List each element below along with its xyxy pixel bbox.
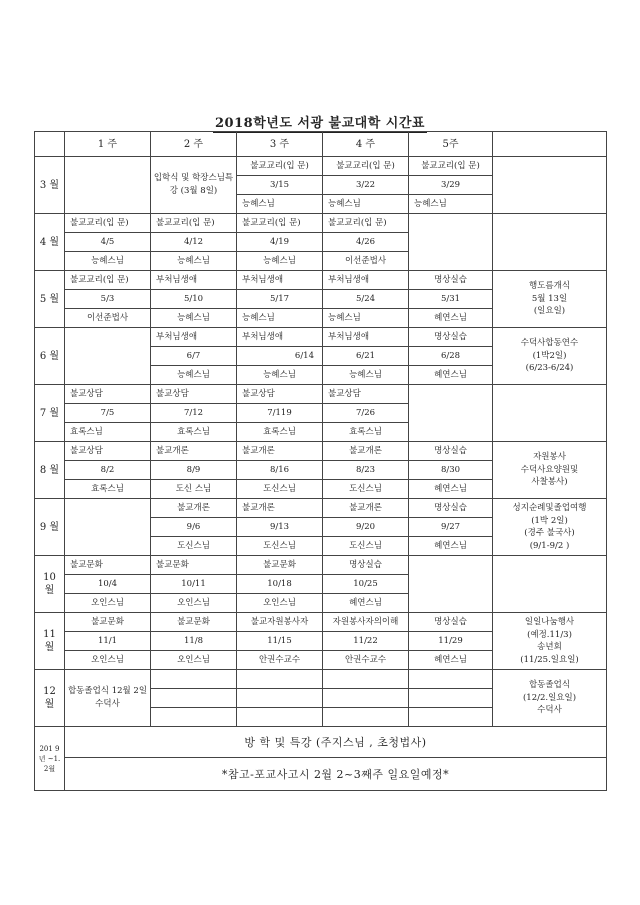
event-line: (일요일) [533, 306, 566, 317]
event-line: 자원봉사 [533, 452, 566, 463]
empty-cell [409, 708, 493, 727]
class-subject: 불교개론 [323, 442, 409, 461]
class-date: 10/11 [151, 575, 237, 594]
class-date: 11/15 [237, 632, 323, 651]
class-date: 8/23 [323, 461, 409, 480]
class-teacher: 효록스님 [323, 423, 409, 442]
month-label: 8 월 [35, 442, 65, 499]
title-text: 2018학년도 서광 불교대학 시간표 [215, 116, 425, 131]
class-subject: 불교문화 [65, 556, 151, 575]
event-line: (9/1-9/2 ) [529, 540, 570, 551]
class-date: 10/18 [237, 575, 323, 594]
class-teacher: 능혜스님 [323, 195, 409, 214]
class-date: 8/9 [151, 461, 237, 480]
class-teacher: 오인스님 [237, 594, 323, 613]
class-date: 11/1 [65, 632, 151, 651]
exam-note: *참고-포교사고시 2월 2~3째주 일요일예정* [65, 758, 607, 791]
class-teacher: 혜연스님 [323, 594, 409, 613]
month-label: 5 월 [35, 271, 65, 328]
event-line: 사찰봉사) [531, 477, 568, 488]
empty-cell [65, 157, 151, 214]
month-label: 4 월 [35, 214, 65, 271]
class-subject: 불교상담 [65, 385, 151, 404]
class-subject: 부처님생애 [151, 328, 237, 347]
class-subject: 명상실습 [323, 556, 409, 575]
class-date: 4/12 [151, 233, 237, 252]
class-teacher: 혜연스님 [409, 651, 493, 670]
event-cell [493, 214, 607, 271]
empty-cell [409, 670, 493, 689]
class-date: 7/5 [65, 404, 151, 423]
month-label: 9 월 [35, 499, 65, 556]
event-header [493, 132, 607, 157]
class-subject: 부처님생애 [237, 328, 323, 347]
event-line: 성지순례및졸업여행 [512, 503, 587, 513]
class-date: 5/17 [237, 290, 323, 309]
class-teacher: 혜연스님 [409, 537, 493, 556]
schedule-table [34, 131, 607, 791]
class-teacher: 능혜스님 [151, 366, 237, 385]
event-cell [493, 442, 607, 499]
empty-cell [237, 689, 323, 708]
event-cell [493, 385, 607, 442]
class-subject: 불교문화 [65, 613, 151, 632]
class-subject: 불교문화 [151, 613, 237, 632]
class-date: 5/10 [151, 290, 237, 309]
month-row-winter [35, 727, 607, 758]
month-row-march [35, 157, 607, 176]
class-date: 7/119 [237, 404, 323, 423]
month-row-july [35, 385, 607, 404]
class-teacher: 도신스님 [323, 537, 409, 556]
class-date: 7/12 [151, 404, 237, 423]
empty-cell [237, 670, 323, 689]
class-cell: 합동졸업식 12월 2일 수덕사 [65, 670, 151, 727]
class-date: 3/22 [323, 176, 409, 195]
class-date: 4/5 [65, 233, 151, 252]
class-date: 5/24 [323, 290, 409, 309]
class-subject: 불교교리(입 문) [323, 157, 409, 176]
event-line: (6/23-6/24) [525, 363, 574, 374]
class-subject: 부처님생애 [151, 271, 237, 290]
class-subject: 불교교리(입 문) [237, 157, 323, 176]
week-header: 4 주 [323, 132, 409, 157]
class-teacher: 능혜스님 [151, 309, 237, 328]
class-subject: 불교문화 [151, 556, 237, 575]
class-teacher: 오인스님 [65, 594, 151, 613]
class-subject: 부처님생애 [323, 271, 409, 290]
class-date: 11/22 [323, 632, 409, 651]
class-date: 6/21 [323, 347, 409, 366]
class-teacher: 능혜스님 [237, 195, 323, 214]
empty-cell [323, 708, 409, 727]
event-cell [493, 157, 607, 214]
event-cell [493, 499, 607, 556]
class-date: 6/28 [409, 347, 493, 366]
empty-cell [151, 689, 237, 708]
class-subject: 불교교리(입 문) [151, 214, 237, 233]
class-cell: 입학식 및 학장스님특강 (3월 8일) [151, 157, 237, 214]
class-teacher: 효록스님 [65, 423, 151, 442]
class-subject: 명상실습 [409, 271, 493, 290]
class-date: 5/3 [65, 290, 151, 309]
class-subject: 불교문화 [237, 556, 323, 575]
event-line: 행도름개식 [528, 281, 571, 292]
note-row [35, 758, 607, 791]
class-teacher: 혜연스님 [409, 309, 493, 328]
event-line: (1박2일) [532, 350, 567, 361]
empty-cell [65, 328, 151, 385]
class-teacher: 혜연스님 [409, 480, 493, 499]
class-subject: 명상실습 [409, 613, 493, 632]
event-line: (11/25.일요일) [520, 654, 579, 665]
class-teacher: 이선준법사 [65, 309, 151, 328]
week-header: 1 주 [65, 132, 151, 157]
month-row-december [35, 670, 607, 689]
event-cell [493, 613, 607, 670]
month-label: 3 월 [35, 157, 65, 214]
class-date: 5/31 [409, 290, 493, 309]
class-subject: 명상실습 [409, 328, 493, 347]
month-label: 7 월 [35, 385, 65, 442]
month-row-august [35, 442, 607, 461]
empty-cell [151, 708, 237, 727]
event-line: (예정.11/3) [527, 629, 572, 640]
month-label: 12 월 [35, 670, 65, 727]
class-subject: 불교자원봉사자 [237, 613, 323, 632]
class-date: 8/16 [237, 461, 323, 480]
event-cell [493, 556, 607, 613]
empty-cell [323, 689, 409, 708]
week-header: 2 주 [151, 132, 237, 157]
class-date: 11/8 [151, 632, 237, 651]
class-subject: 불교상담 [237, 385, 323, 404]
class-date: 11/29 [409, 632, 493, 651]
class-teacher: 도신스님 [151, 537, 237, 556]
class-subject: 불교교리(입 문) [409, 157, 493, 176]
event-line: (12/2.일요일) [522, 692, 577, 703]
class-teacher: 능혜스님 [237, 309, 323, 328]
event-line: 5월 13일 [531, 293, 568, 304]
class-date: 10/4 [65, 575, 151, 594]
empty-cell [409, 556, 493, 613]
month-label: 201 9년 ~1. 2월 [35, 727, 65, 791]
class-subject: 명상실습 [409, 499, 493, 518]
empty-cell [409, 385, 493, 442]
class-subject: 불교개론 [151, 442, 237, 461]
event-line: 수덕사 [537, 705, 562, 716]
class-teacher: 효록스님 [65, 480, 151, 499]
class-teacher: 능혜스님 [323, 366, 409, 385]
class-teacher: 능혜스님 [237, 366, 323, 385]
class-teacher: 효록스님 [151, 423, 237, 442]
class-subject: 자원봉사자의이해 [323, 613, 409, 632]
event-cell [493, 271, 607, 328]
class-date: 6/14 [237, 347, 323, 366]
class-date: 9/6 [151, 518, 237, 537]
winter-break-note: 방 학 및 특강 (주지스님 , 초청법사) [65, 727, 607, 758]
class-teacher: 오인스님 [151, 594, 237, 613]
event-line: 일일나눔행사 [524, 617, 575, 627]
class-subject: 불교교리(입 문) [65, 271, 151, 290]
event-cell [493, 670, 607, 727]
class-teacher: 도신 스님 [151, 480, 237, 499]
month-label: 6 월 [35, 328, 65, 385]
class-teacher: 도신스님 [237, 537, 323, 556]
month-row-september [35, 499, 607, 518]
week-header-row [35, 132, 607, 157]
class-date: 8/30 [409, 461, 493, 480]
class-subject: 명상실습 [409, 442, 493, 461]
class-subject: 불교교리(입 문) [323, 214, 409, 233]
class-subject: 불교개론 [237, 499, 323, 518]
class-subject: 불교교리(입 문) [65, 214, 151, 233]
corner-cell [35, 132, 65, 157]
class-teacher: 능혜스님 [323, 309, 409, 328]
class-subject: 불교개론 [151, 499, 237, 518]
event-line: (1박 2일) [531, 515, 568, 526]
class-date: 10/25 [323, 575, 409, 594]
event-cell [493, 328, 607, 385]
week-header: 5주 [409, 132, 493, 157]
class-date: 9/13 [237, 518, 323, 537]
class-teacher: 능혜스님 [65, 252, 151, 271]
class-teacher: 오인스님 [65, 651, 151, 670]
month-row-april [35, 214, 607, 233]
week-header: 3 주 [237, 132, 323, 157]
class-teacher: 안권수교수 [323, 651, 409, 670]
event-line: 수덕사합동연수 [520, 338, 579, 349]
class-date: 3/29 [409, 176, 493, 195]
class-teacher: 능혜스님 [237, 252, 323, 271]
class-teacher: 이선준법사 [323, 252, 409, 271]
class-subject: 부처님생애 [237, 271, 323, 290]
empty-cell [65, 499, 151, 556]
empty-cell [237, 708, 323, 727]
class-teacher: 능혜스님 [151, 252, 237, 271]
event-line: 수덕사요양원및 [520, 464, 579, 475]
event-line: 송년회 [537, 642, 562, 652]
class-teacher: 오인스님 [151, 651, 237, 670]
month-label: 10 월 [35, 556, 65, 613]
class-date: 4/19 [237, 233, 323, 252]
empty-cell [323, 670, 409, 689]
event-line: (경주 불국사) [524, 528, 575, 538]
class-date: 3/15 [237, 176, 323, 195]
event-line: 합동졸업식 [528, 680, 571, 691]
month-label: 11 월 [35, 613, 65, 670]
empty-cell [409, 214, 493, 271]
class-date: 7/26 [323, 404, 409, 423]
class-subject: 부처님생애 [323, 328, 409, 347]
month-row-october [35, 556, 607, 575]
class-teacher: 도신스님 [323, 480, 409, 499]
class-teacher: 도신스님 [237, 480, 323, 499]
class-date: 4/26 [323, 233, 409, 252]
class-subject: 불교상담 [323, 385, 409, 404]
class-subject: 불교개론 [237, 442, 323, 461]
class-teacher: 안권수교수 [237, 651, 323, 670]
month-row-june [35, 328, 607, 347]
page-title [0, 112, 640, 131]
class-subject: 불교개론 [323, 499, 409, 518]
class-date: 9/27 [409, 518, 493, 537]
class-teacher: 능혜스님 [409, 195, 493, 214]
empty-cell [151, 670, 237, 689]
class-subject: 불교교리(입 문) [237, 214, 323, 233]
class-date: 6/7 [151, 347, 237, 366]
class-teacher: 효록스님 [237, 423, 323, 442]
month-row-november [35, 613, 607, 632]
class-teacher: 혜연스님 [409, 366, 493, 385]
empty-cell [409, 689, 493, 708]
class-date: 9/20 [323, 518, 409, 537]
month-row-may [35, 271, 607, 290]
class-subject: 불교상담 [65, 442, 151, 461]
class-date: 8/2 [65, 461, 151, 480]
class-subject: 불교상담 [151, 385, 237, 404]
